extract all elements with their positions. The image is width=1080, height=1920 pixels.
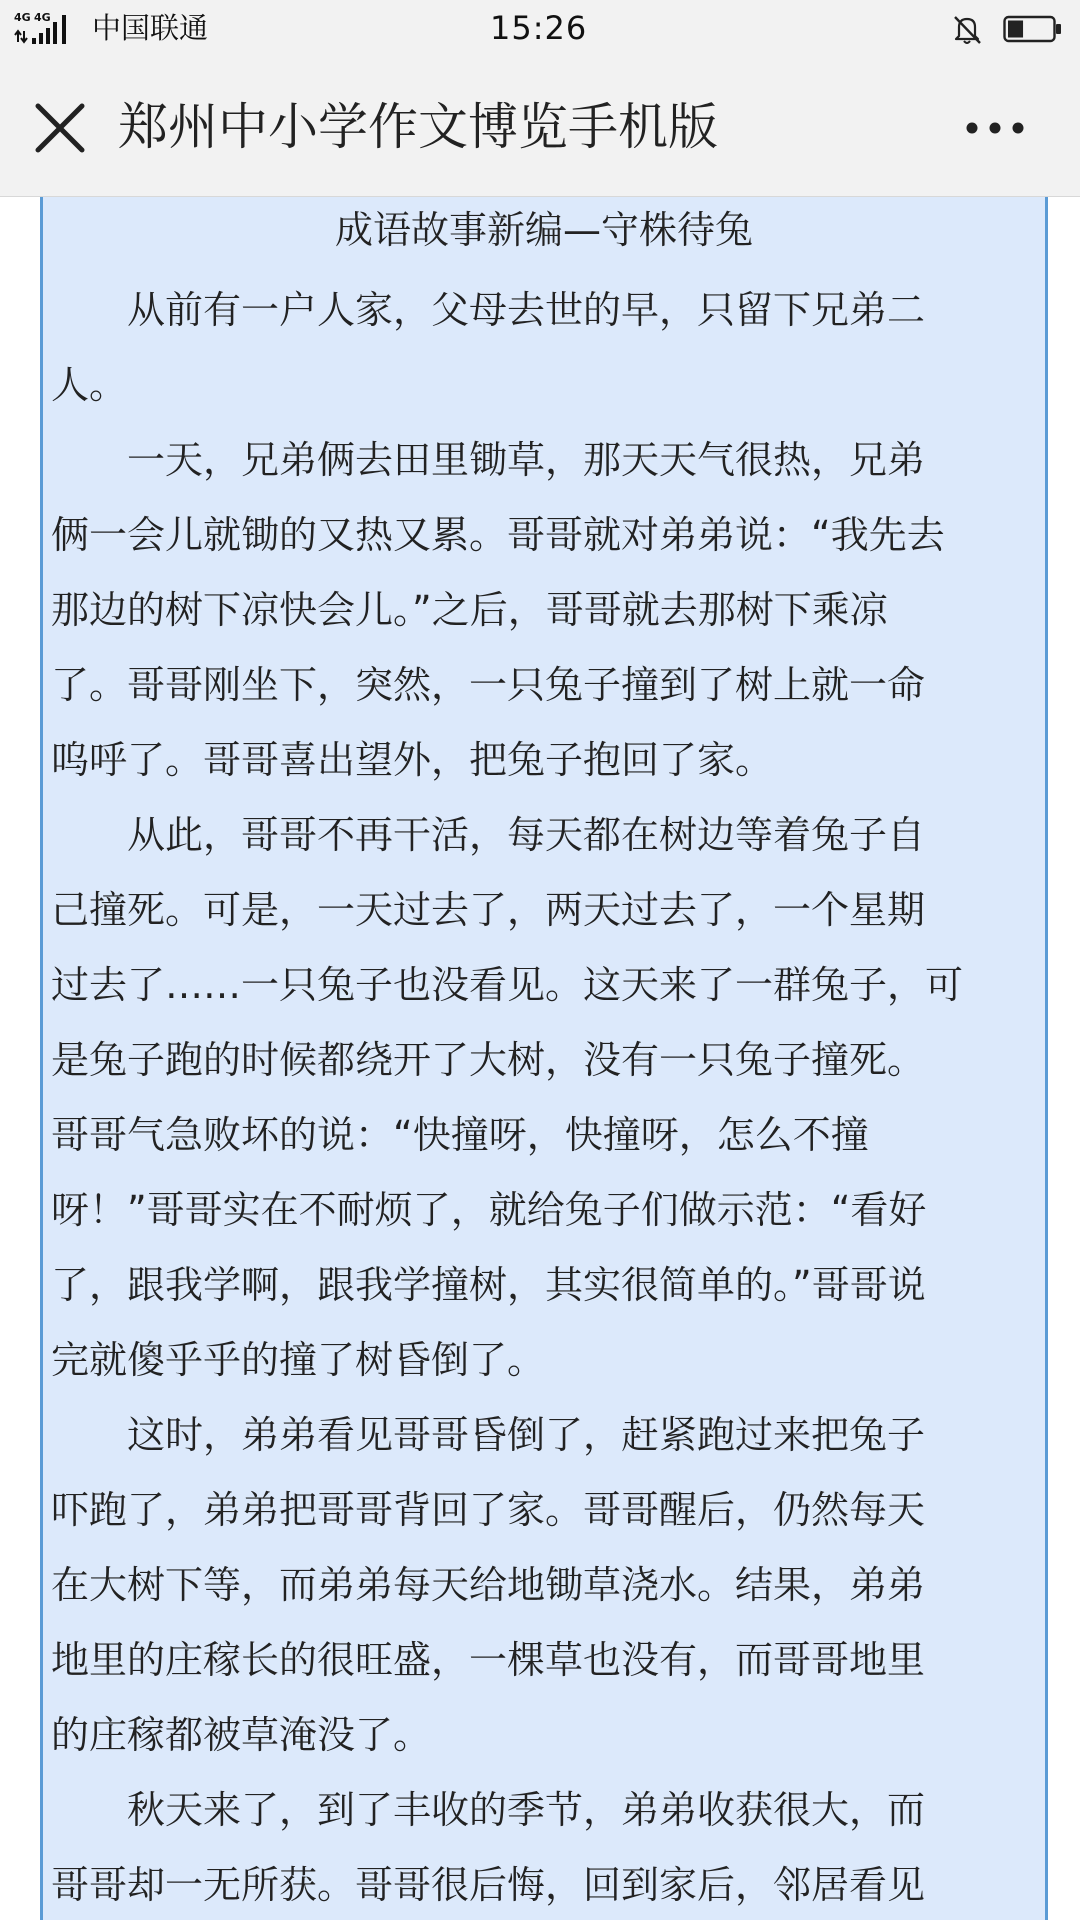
title-bar (0, 58, 1080, 197)
network-type-label-1: 4G (14, 11, 31, 24)
more-icon (960, 98, 1030, 158)
content-area[interactable] (0, 197, 1080, 1920)
article-line: 的庄稼都被草淹没了。 (51, 1713, 432, 1757)
article-line: 是兔子跑的时候都绕开了大树，没有一只兔子撞死。 (51, 1038, 926, 1082)
article-line: 呀！”哥哥实在不耐烦了，就给兔子们做示范：“看好 (51, 1188, 927, 1232)
article-line: 那边的树下凉快会儿。”之后，哥哥就去那树下乘凉 (51, 588, 888, 632)
article-line: 哥哥气急败坏的说：“快撞呀，快撞呀，怎么不撞 (51, 1113, 869, 1157)
page-title: 郑州中小学作文博览手机版 (118, 98, 718, 156)
article-line: 呜呼了。哥哥喜出望外，把兔子抱回了家。 (51, 738, 774, 782)
article-line: 秋天来了，到了丰收的季节，弟弟收获很大，而 (127, 1788, 926, 1832)
article-line: 了。哥哥刚坐下，突然，一只兔子撞到了树上就一命 (51, 663, 926, 707)
article-line: 俩一会儿就锄的又热又累。哥哥就对弟弟说：“我先去 (51, 513, 945, 557)
article-line: 了，跟我学啊，跟我学撞树，其实很简单的。”哥哥说 (51, 1263, 926, 1307)
paragraph-5 (51, 1773, 1047, 1920)
article-body (51, 273, 1047, 1920)
article-line: 哥哥却一无所获。哥哥很后悔，回到家后，邻居看见 (51, 1863, 926, 1907)
paragraph-3 (51, 798, 1047, 1398)
paragraph-1 (51, 273, 1047, 423)
mute-bell-icon (950, 12, 984, 46)
status-time: 15:26 (490, 9, 588, 47)
article-line: 人。 (51, 363, 128, 407)
article-line: 一天，兄弟俩去田里锄草，那天天气很热，兄弟 (127, 438, 926, 482)
article-container (40, 197, 1048, 1920)
article-line: 完就傻乎乎的撞了树昏倒了。 (51, 1338, 546, 1382)
article-line: 这时，弟弟看见哥哥昏倒了，赶紧跑过来把兔子 (127, 1413, 926, 1457)
more-button[interactable] (960, 98, 1030, 158)
network-type-label-2: 4G (34, 11, 51, 24)
article-line: 从此，哥哥不再干活，每天都在树边等着兔子自 (127, 813, 926, 857)
close-icon (28, 96, 92, 160)
article-line: 吓跑了，弟弟把哥哥背回了家。哥哥醒后，仍然每天 (51, 1488, 926, 1532)
article-line: 己撞死。可是，一天过去了，两天过去了，一个星期 (51, 888, 926, 932)
paragraph-4 (51, 1398, 1047, 1773)
carrier-name: 中国联通 (92, 11, 209, 45)
paragraph-2 (51, 423, 1047, 798)
article-line: 在大树下等，而弟弟每天给地锄草浇水。结果，弟弟 (51, 1563, 926, 1607)
battery-icon (1003, 14, 1063, 44)
article-line: 地里的庄稼长的很旺盛，一棵草也没有，而哥哥地里 (51, 1638, 926, 1682)
status-bar (0, 0, 1080, 58)
article-line: 从前有一户人家，父母去世的早，只留下兄弟二 (127, 288, 926, 332)
signal-icon (14, 12, 84, 46)
article-title: 成语故事新编—守株待兔 (334, 208, 753, 252)
close-button[interactable] (28, 96, 92, 160)
article-line: 过去了……一只兔子也没看见。这天来了一群兔子，可 (51, 963, 964, 1007)
